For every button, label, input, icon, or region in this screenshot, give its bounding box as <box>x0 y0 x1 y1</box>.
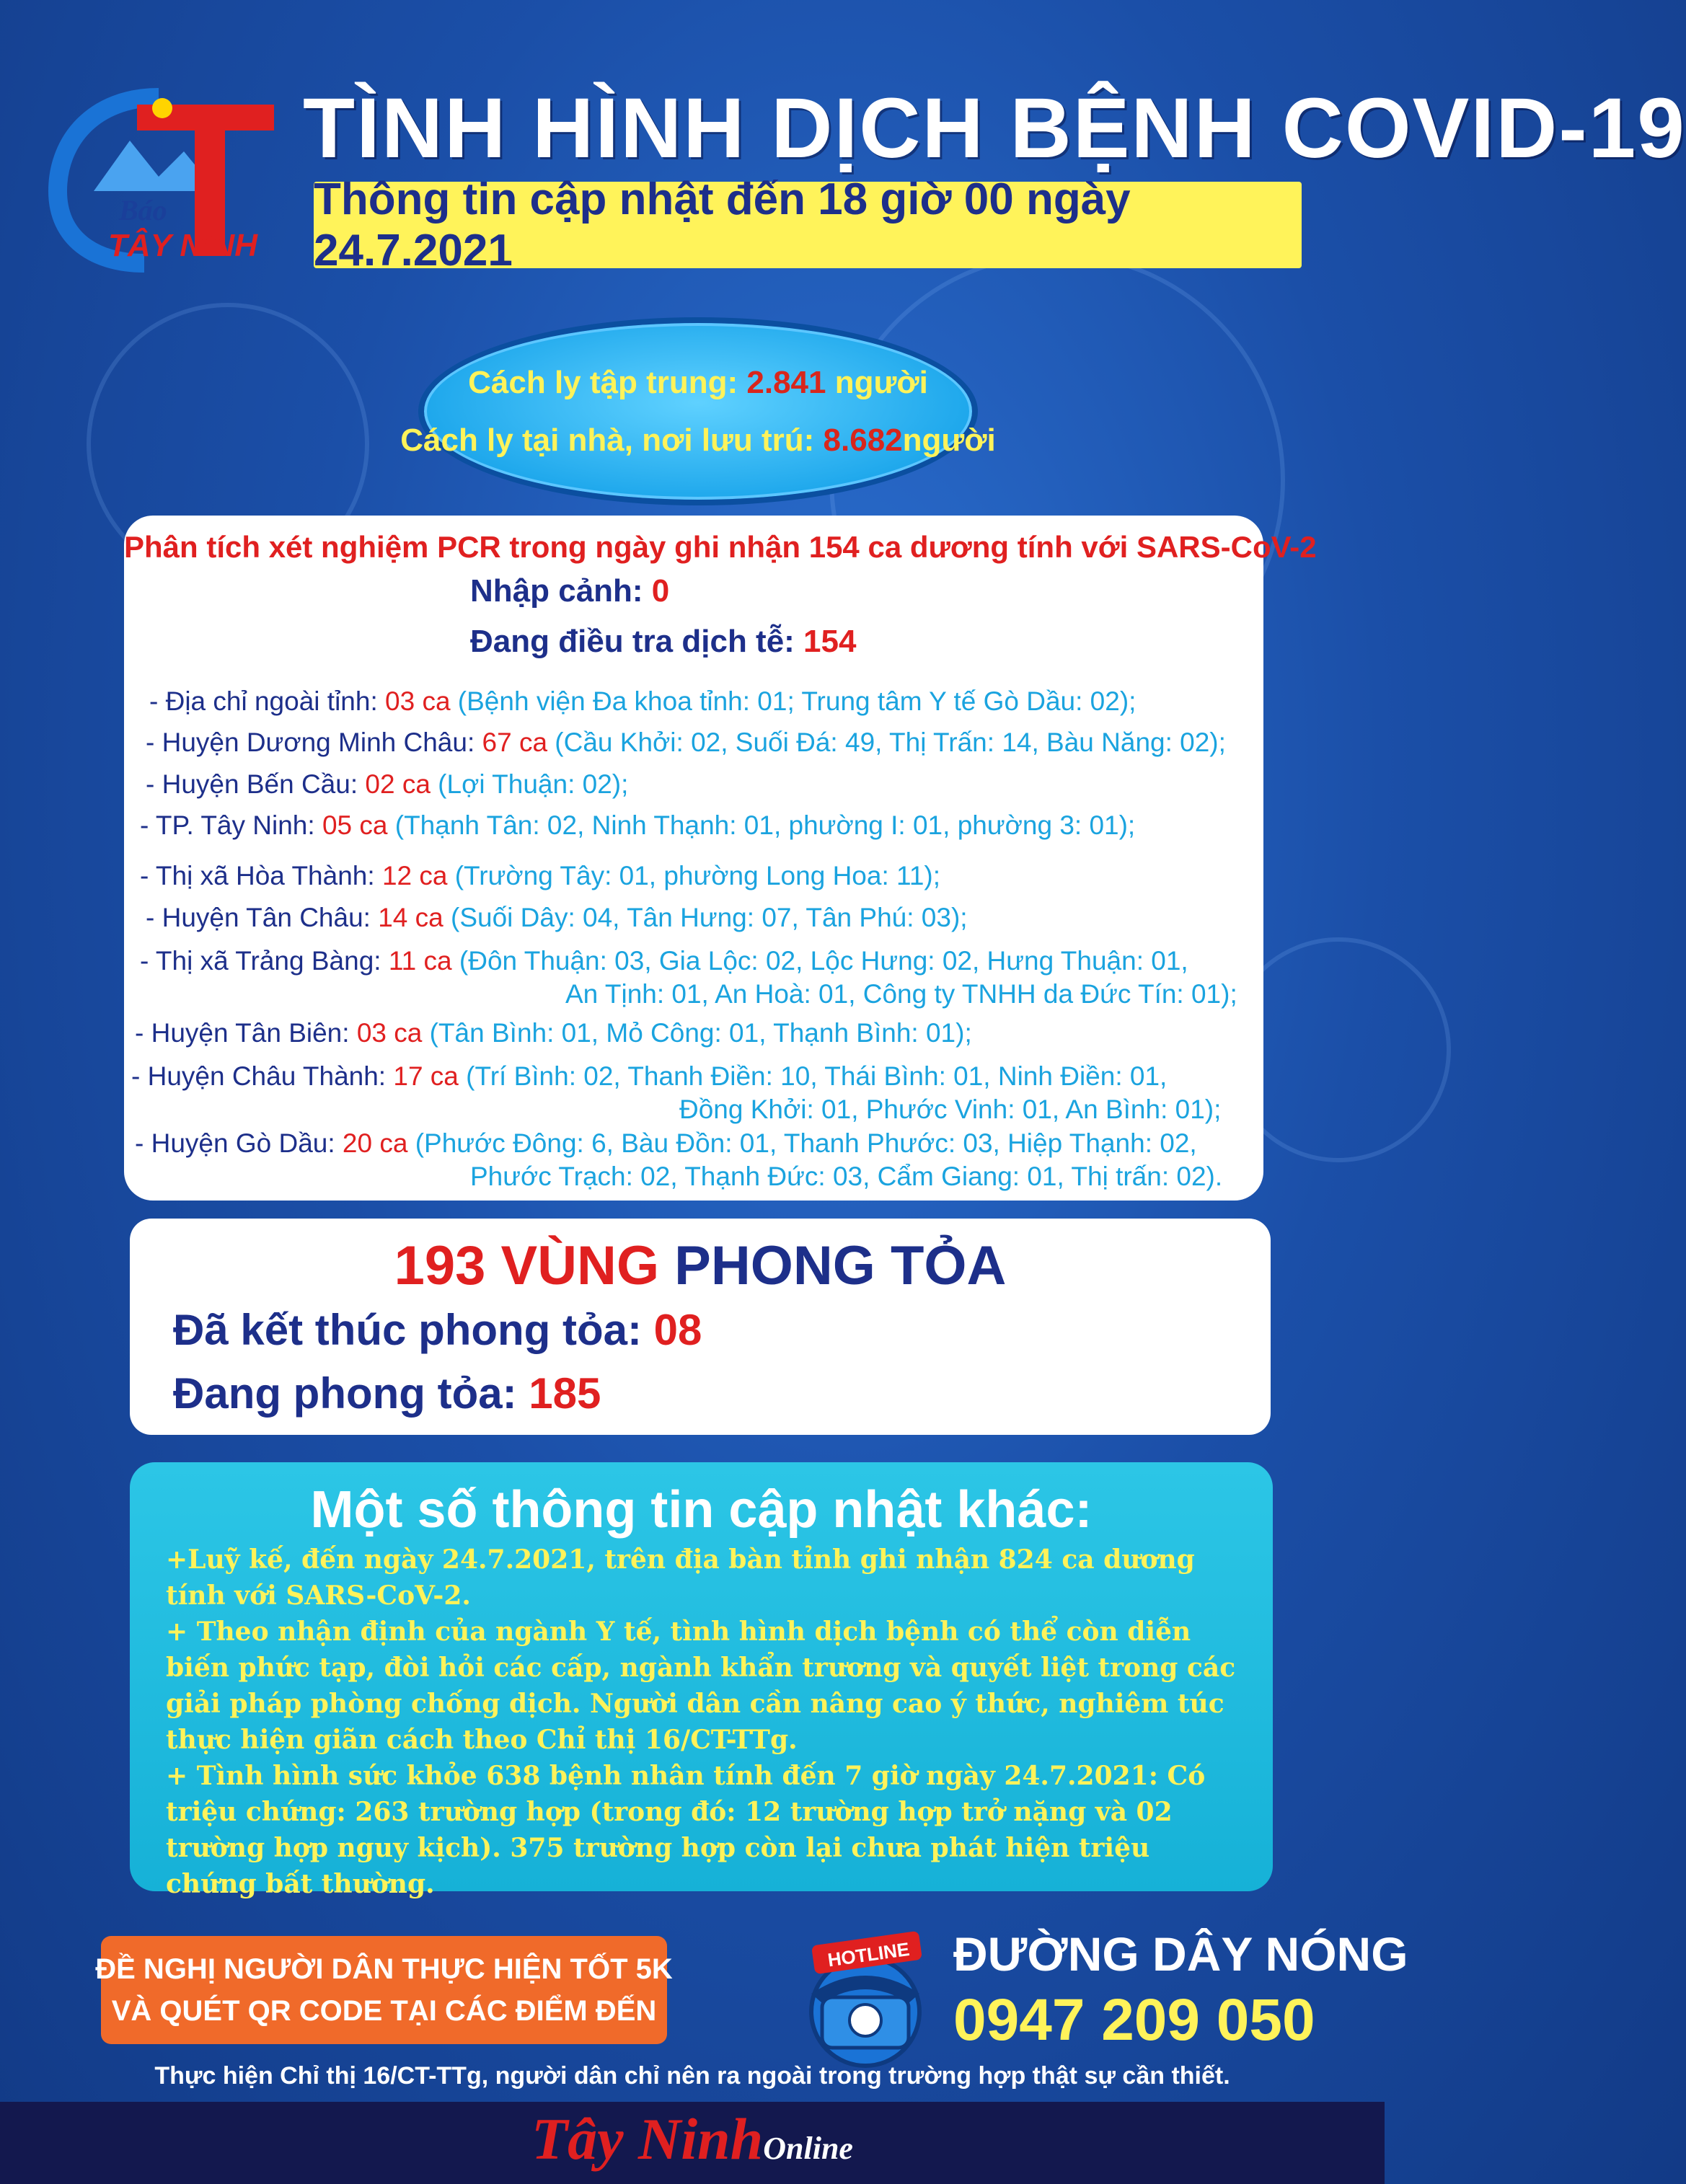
update-paragraph: + Tình hình sức khỏe 638 bệnh nhân tính đến 7 giờ ngày 24.7.2021: Có triệu chứng: 263 trường hợp (trong đó: 12 trường hợp trở nặng và 02 trường hợp nguy kịch). 375 trường hợp còn lại chưa phát hiện triệu chứng bất thường. <box>166 1761 1206 1899</box>
other-updates-body <box>166 1542 1248 1902</box>
pcr-results-panel <box>124 516 1317 1201</box>
newspaper-logo <box>50 83 296 278</box>
lockdown-title: 193 VÙNG PHONG TỎA <box>394 1235 1007 1296</box>
brand-sub: Online <box>763 2131 853 2166</box>
update-paragraph: +Luỹ kế, đến ngày 24.7.2021, trên địa bàn tỉnh ghi nhận 824 ca dương tính với SARS-CoV-2. <box>166 1544 1195 1611</box>
logo-top-text: Báo <box>119 194 167 226</box>
five-k-banner <box>95 1936 673 2044</box>
area-item: - Địa chỉ ngoài tỉnh: 03 ca (Bệnh viện Đa khoa tỉnh: 01; Trung tâm Y tế Gò Dầu: 02); <box>149 686 1136 716</box>
entry-value: 0 <box>651 573 670 609</box>
lockdown-active: Đang phong tỏa: 185 <box>173 1369 601 1418</box>
area-item: - Huyện Châu Thành: 17 ca (Trí Bình: 02, Thanh Điền: 10, Thái Bình: 01, Ninh Điền: 01, Đồng Khởi: 01, Phước Vinh: 01, An Bình: 01); <box>131 1061 1222 1124</box>
isolation-ellipse <box>400 317 996 505</box>
update-banner <box>314 174 1302 275</box>
entry-cases: Nhập cảnh: 0 <box>470 573 670 609</box>
update-paragraph: + Theo nhận định của ngành Y tế, tình hình dịch bệnh có thể còn diễn biến phức tạp, đòi hỏi các cấp, ngành khẩn trương và quyết liệt trong các giải pháp phòng chống dịch. Người dân cần nâng cao ý thức, nghiêm túc thực hiện giãn cách theo Chỉ thị 16/CT-TTg. <box>166 1617 1236 1755</box>
area-item: - Huyện Tân Châu: 14 ca (Suối Dây: 04, Tân Hưng: 07, Tân Phú: 03); <box>146 903 968 932</box>
footer-note: Thực hiện Chỉ thị 16/CT-TTg, người dân chỉ nên ra ngoài trong trường hợp thật sự cần thiết. <box>154 2062 1230 2090</box>
pcr-headline: Phân tích xét nghiệm PCR trong ngày ghi nhận 154 ca dương tính với SARS-CoV-2 <box>124 530 1317 564</box>
concentrated-isolation: Cách ly tập trung: 2.841 người <box>468 364 928 400</box>
hotline-title: ĐƯỜNG DÂY NÓNG <box>953 1927 1408 1981</box>
area-item: - Thị xã Trảng Bàng: 11 ca (Đôn Thuận: 03, Gia Lộc: 02, Lộc Hưng: 02, Hưng Thuận: 01, An Tịnh: 01, An Hoà: 01, Công ty TNHH da Đức Tín: 01); <box>140 946 1237 1009</box>
telephone-icon <box>782 1932 948 2069</box>
area-item: - Huyện Tân Biên: 03 ca (Tân Bình: 01, Mỏ Công: 01, Thạnh Bình: 01); <box>135 1018 972 1048</box>
lockdown-count: 193 VÙNG <box>394 1235 660 1296</box>
home-value: 8.682 <box>823 422 903 458</box>
lockdown-panel <box>130 1219 1271 1435</box>
area-item: - Huyện Dương Minh Châu: 67 ca (Cầu Khởi: 02, Suối Đá: 49, Thị Trấn: 14, Bàu Năng: 02); <box>146 728 1226 757</box>
cta-line-1: ĐỀ NGHỊ NGƯỜI DÂN THỰC HIỆN TỐT 5K <box>95 1953 673 1985</box>
brand-logo <box>0 2105 1385 2173</box>
home-isolation: Cách ly tại nhà, nơi lưu trú: 8.682người <box>400 422 996 458</box>
area-item: - Thị xã Hòa Thành: 12 ca (Trường Tây: 01, phường Long Hoa: 11); <box>140 861 941 890</box>
hotline-number[interactable]: 0947 209 050 <box>953 1987 1315 2053</box>
update-text: Thông tin cập nhật đến 18 giờ 00 ngày 24.7.2021 <box>314 174 1131 275</box>
investigating-value: 154 <box>803 624 857 659</box>
page-title: TÌNH HÌNH DỊCH BỆNH COVID-19 <box>303 81 1686 176</box>
brand-main: Tây Ninh <box>531 2106 764 2172</box>
area-item: - TP. Tây Ninh: 05 ca (Thạnh Tân: 02, Ninh Thạnh: 01, phường I: 01, phường 3: 01); <box>140 810 1136 840</box>
lockdown-ended-value: 08 <box>653 1306 702 1354</box>
lockdown-active-value: 185 <box>529 1369 601 1418</box>
area-item: - Huyện Bến Cầu: 02 ca (Lợi Thuận: 02); <box>146 769 629 799</box>
investigating-cases: Đang điều tra dịch tễ: 154 <box>470 624 857 659</box>
cta-line-2: VÀ QUÉT QR CODE TẠI CÁC ĐIỂM ĐẾN <box>111 1995 657 2027</box>
logo-bottom-text: TÂY NINH <box>108 228 257 263</box>
hotline-badge: HOTLINE <box>826 1937 912 1971</box>
concentrated-value: 2.841 <box>746 364 826 400</box>
other-updates-panel <box>130 1462 1273 1899</box>
other-updates-title: Một số thông tin cập nhật khác: <box>310 1481 1093 1539</box>
lockdown-ended: Đã kết thúc phong tỏa: 08 <box>173 1306 702 1354</box>
area-item: - Huyện Gò Dầu: 20 ca (Phước Đông: 6, Bàu Đồn: 01, Thanh Phước: 03, Hiệp Thạnh: 02, Phước Trạch: 02, Thạnh Đức: 03, Cẩm Giang: 01, Thị trấn: 02). <box>135 1128 1223 1191</box>
